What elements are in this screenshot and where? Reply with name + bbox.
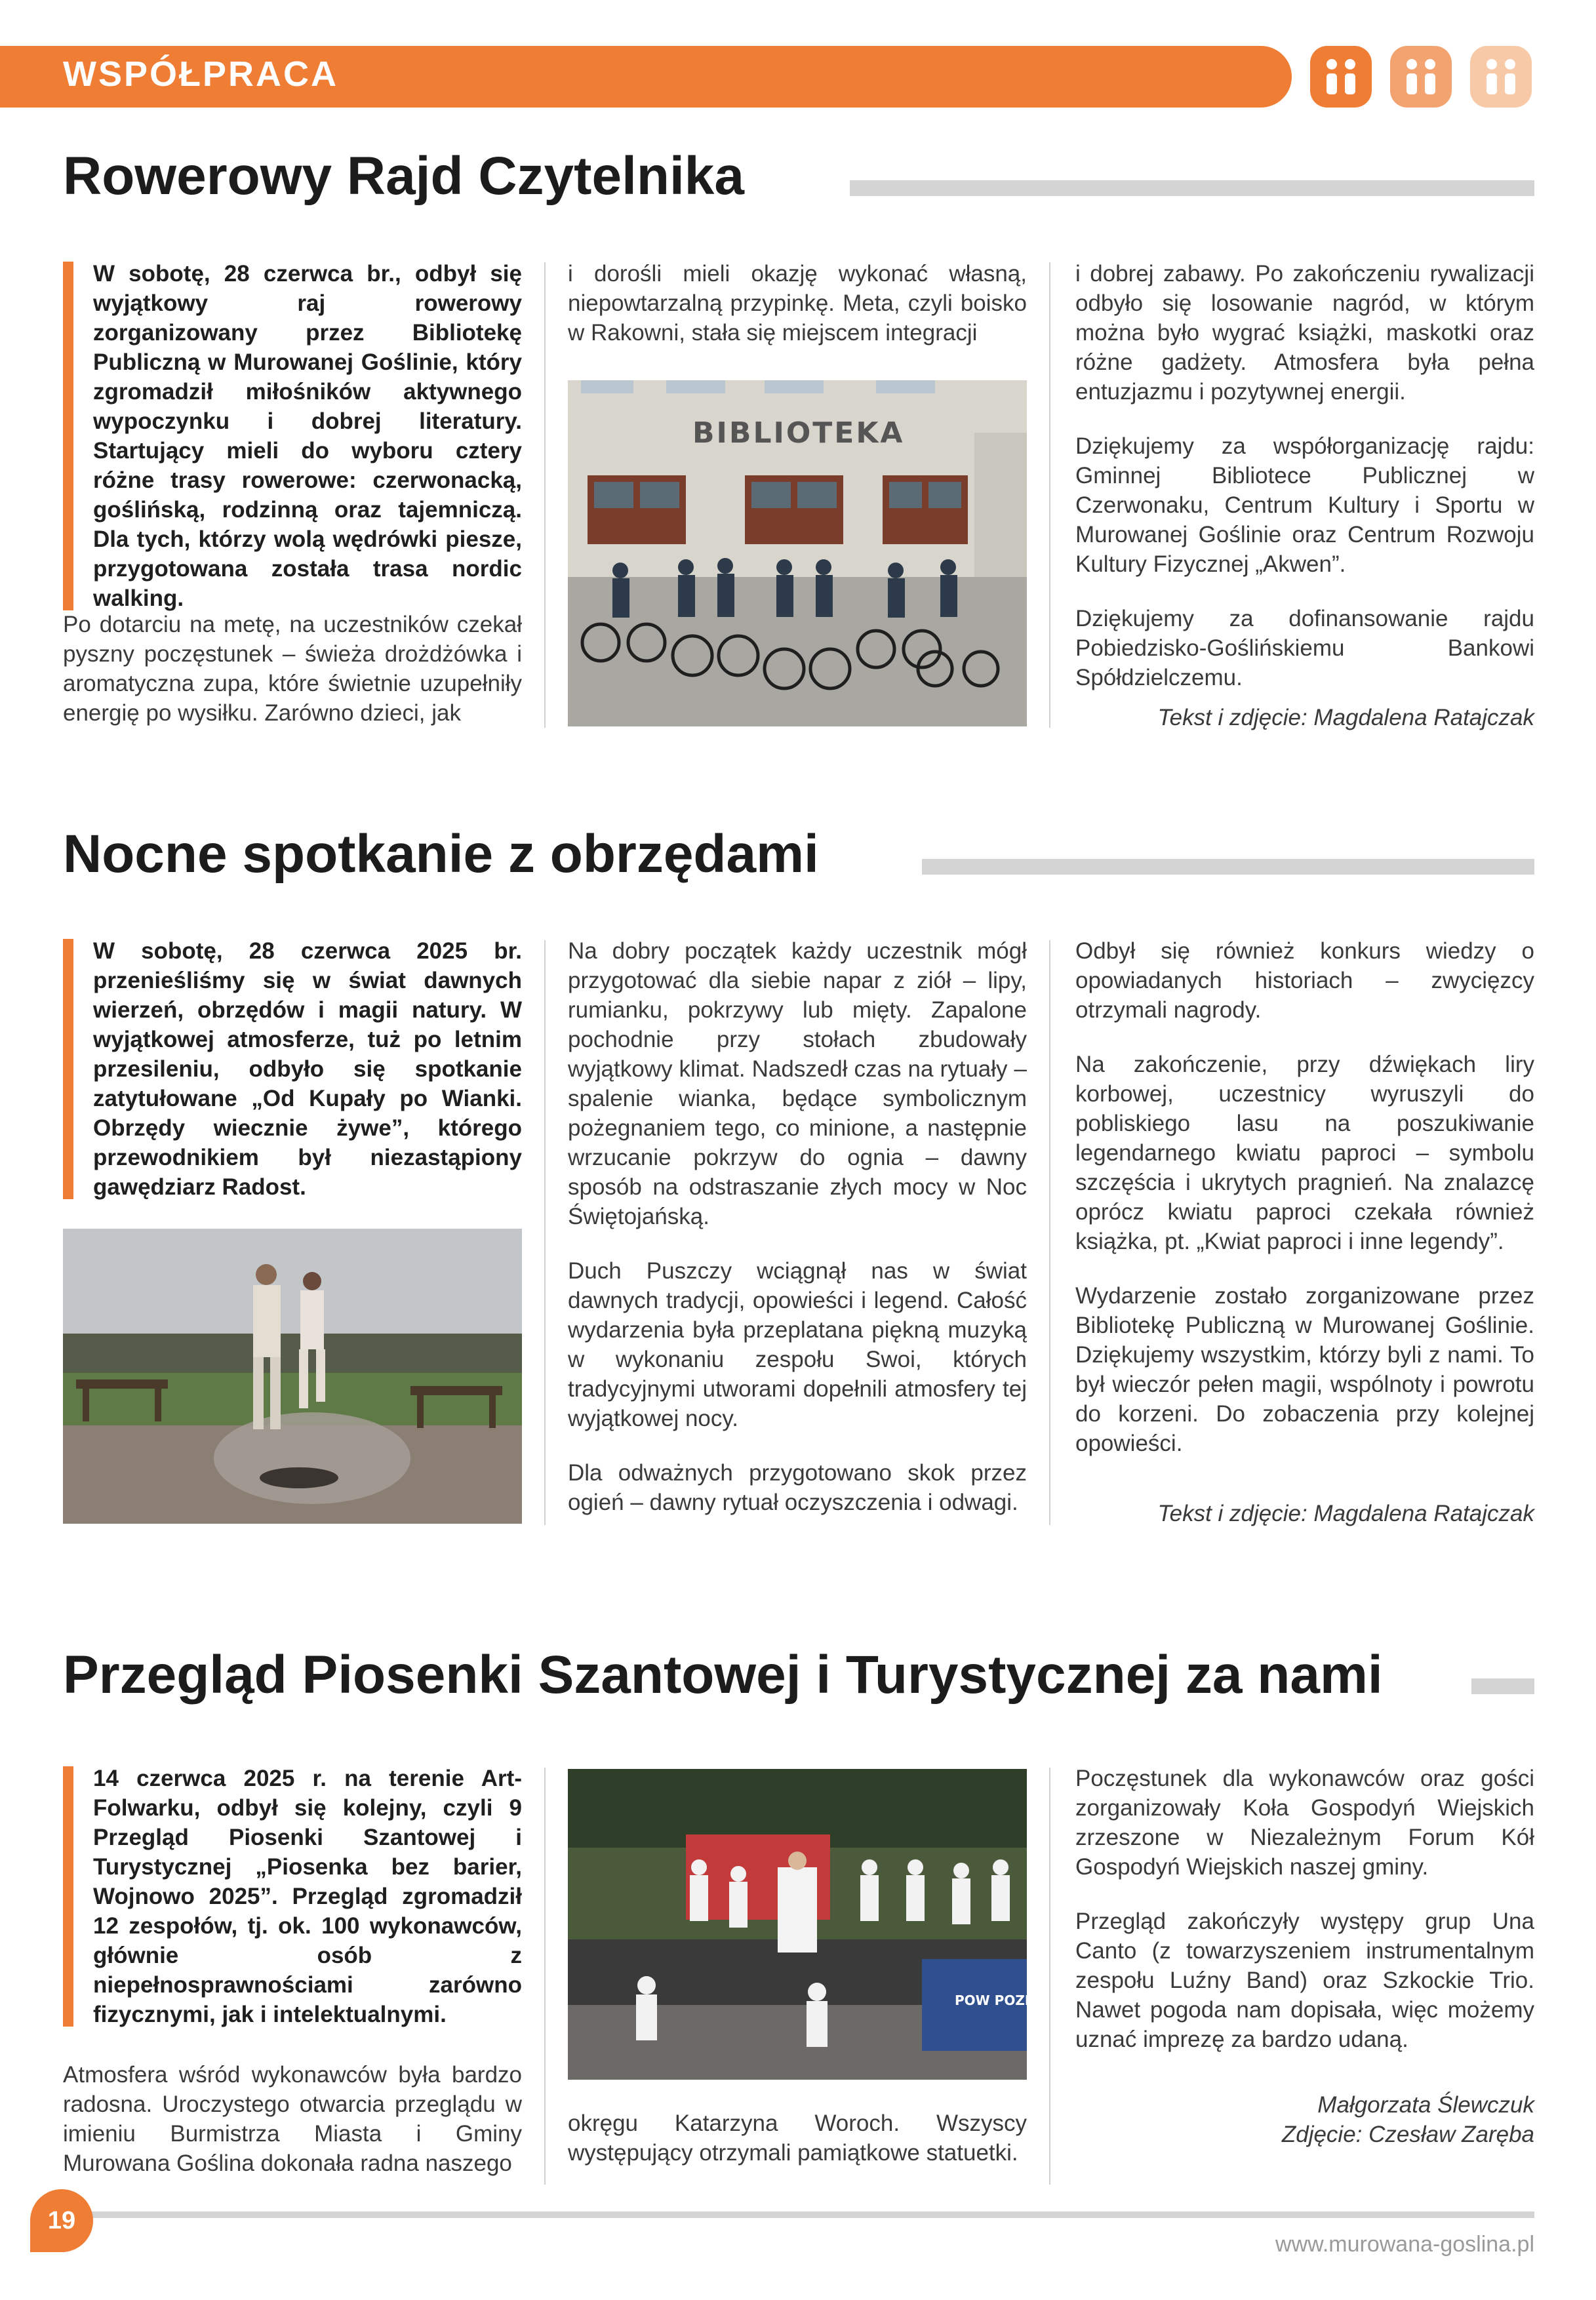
article-column: Poczęstunek dla wykonawców oraz gości zorganizowały Koła Gospodyń Wiejskich zrzeszone w Niezależnym Forum Kół Gospodyń Wiejskich naszej gminy. Przegląd zakończyły występy grup Una Canto (z towarzyszeniem instrumentalnym zespołu Luźny Band) oraz Szkockie Trio. Nawet pogoda nam dopisała, więc możemy uznać imprezę za bardzo udaną. <box>1075 1766 1534 2052</box>
people-icon <box>1390 46 1452 108</box>
library-group-photo <box>568 380 1027 726</box>
page-number: 19 <box>30 2189 93 2252</box>
article-column: Atmosfera wśród wykonawców była bardzo radosna. Uroczystego otwarcia przeglądu w imieniu Burmistrza Miasta i Gminy Murowana Goślina dokonała radna naszego <box>63 2062 522 2176</box>
article-lead: 14 czerwca 2025 r. na terenie Art-Folwarku, odbył się kolejny, czyli 9 Przegląd Piosenki Szantowej i Turystycznej „Piosenka bez barier, Wojnowo 2025”. Przegląd zgromadził 12 zespołów, tj. ok. 100 wykonawców, głównie osób z niepełnosprawnościami zarówno fizycznymi, jak i intelektualnymi. <box>63 1764 522 2029</box>
article-title: Przegląd Piosenki Szantowej i Turystycznej za nami <box>63 1645 1383 1705</box>
footer-rule <box>63 2211 1534 2218</box>
article-credit: Tekst i zdjęcie: Magdalena Ratajczak <box>1157 1501 1534 1526</box>
heading-rule <box>850 180 1534 196</box>
article-lead: W sobotę, 28 czerwca br., odbył się wyjątkowy raj rowerowy zorganizowany przez Bibliotekę Publiczną w Murowanej Goślinie, który zgromadził miłośników aktywnego wypoczynku i dobrej literatury. Startujący mieli do wyboru cztery różne trasy rowerowe: czerwonacką, goślińską, rodzinną oraz tajemniczą. Dla tych, którzy wolą wędrówki piesze, przygotowana została trasa nordic walking. <box>63 259 522 613</box>
heading-rule <box>922 859 1534 875</box>
article-credit-author: Małgorzata Ślewczuk <box>1317 2092 1534 2118</box>
column-divider <box>1049 1768 1050 2185</box>
article-lead: W sobotę, 28 czerwca 2025 br. przenieśliśmy się w świat dawnych wierzeń, obrzędów i magii natury. W wyjątkowej atmosferze, tuż po letnim przesileniu, odbyło się spotkanie zatytułowane „Od Kupały po Wianki. Obrzędy wiecznie żywe”, którego przewodnikiem był niezastąpiony gawędziarz Radost. <box>63 936 522 1202</box>
svg-text:BIBLIOTEKA: BIBLIOTEKA <box>692 416 905 450</box>
svg-text:POW POZN: POW POZN <box>955 1993 1036 2008</box>
website-url[interactable]: www.murowana-goslina.pl <box>1275 2232 1534 2257</box>
article-title: Nocne spotkanie z obrzędami <box>63 824 819 884</box>
article-column: Odbył się również konkurs wiedzy o opowiadanych historiach – zwycięzcy otrzymali nagrody. Na zakończenie, przy dźwiękach liry korbowej, uczestnicy wyruszyli do pobliskiego lasu na poszukiwanie legendarnego kwiatu paproci – symbolu szczęścia i ukrytych pragnień. Na znalazcę oprócz kwiatu paproci czekała również książka, pt. „Kwiat paproci i inne legendy”. Wydarzenie zostało zorganizowane przez Bibliotekę Publiczną w Murowanej Goślinie. Dziękujemy wszystkim, którzy byli z nami. To był wieczór pełen magii, wspólnoty i powrotu do korzeni. Do zobaczenia przy kolejnej opowieści. <box>1075 938 1534 1456</box>
article-column: Na dobry początek każdy uczestnik mógł przygotować dla siebie napar z ziół – lipy, rumianku, pokrzywy lub mięty. Zapalone pochodnie przy stołach zbudowały wyjątkowy klimat. Nadszedł czas na rytuały – spalenie wianka, będące symbolicznym pożegnaniem tego, co minione, a następnie wrzucanie pokrzyw do ognia – dawny sposób na odstraszanie złych mocy w Noc Świętojańską. Duch Puszczy wciągnął nas w świat dawnych tradycji, opowieści i legend. Całość wydarzenia była przeplatana piękną muzyką w wykonaniu zespołu Swoi, których tradycyjnymi utworami dopełnili atmosfery tej wyjątkowej nocy. Dla odważnych przygotowano skok przez ogień – dawny rytuał oczyszczenia i odwagi. <box>568 938 1027 1515</box>
article-title: Rowerowy Rajd Czytelnika <box>63 146 744 206</box>
article-credit: Tekst i zdjęcie: Magdalena Ratajczak <box>1157 705 1534 730</box>
column-divider <box>544 262 546 728</box>
article-column: i dobrej zabawy. Po zakończeniu rywalizacji odbyło się losowanie nagród, w którym można było wygrać książki, maskotki oraz różne gadżety. Atmosfera była pełna entuzjazmu i pozytywnej energii. Dziękujemy za współorganizację rajdu: Gminnej Bibliotece Publicznej w Czerwonaku, Centrum Kultury i Sportu w Murowanej Goślinie oraz Centrum Rozwoju Kultury Fizycznej „Akwen”. Dziękujemy za dofinansowanie rajdu Pobiedzisko-Goślińskiemu Bankowi Spółdzielczemu. <box>1075 261 1534 690</box>
people-icon <box>1470 46 1532 108</box>
article-column: Po dotarciu na metę, na uczestników czekał pyszny poczęstunek – świeża drożdżówka i aromatyczna zupa, które świetnie uzupełniły energię po wysiłku. Zarówno dzieci, jak <box>63 612 522 726</box>
article-credit-photo: Zdjęcie: Czesław Zaręba <box>1281 2122 1534 2147</box>
section-label: WSPÓŁPRACA <box>63 54 338 94</box>
people-icon <box>1310 46 1372 108</box>
sea-shanty-stage-photo <box>568 1769 1036 2080</box>
article-column: i dorośli mieli okazję wykonać własną, niepowtarzalną przypinkę. Meta, czyli boisko w Rakowni, stała się miejscem integracji <box>568 261 1027 346</box>
heading-rule <box>1471 1678 1534 1694</box>
article-column: okręgu Katarzyna Woroch. Wszyscy występujący otrzymali pamiątkowe statuetki. <box>568 2111 1027 2166</box>
fire-ritual-photo <box>63 1229 522 1524</box>
column-divider <box>544 940 546 1525</box>
column-divider <box>1049 940 1050 1525</box>
column-divider <box>544 1768 546 2185</box>
column-divider <box>1049 262 1050 728</box>
